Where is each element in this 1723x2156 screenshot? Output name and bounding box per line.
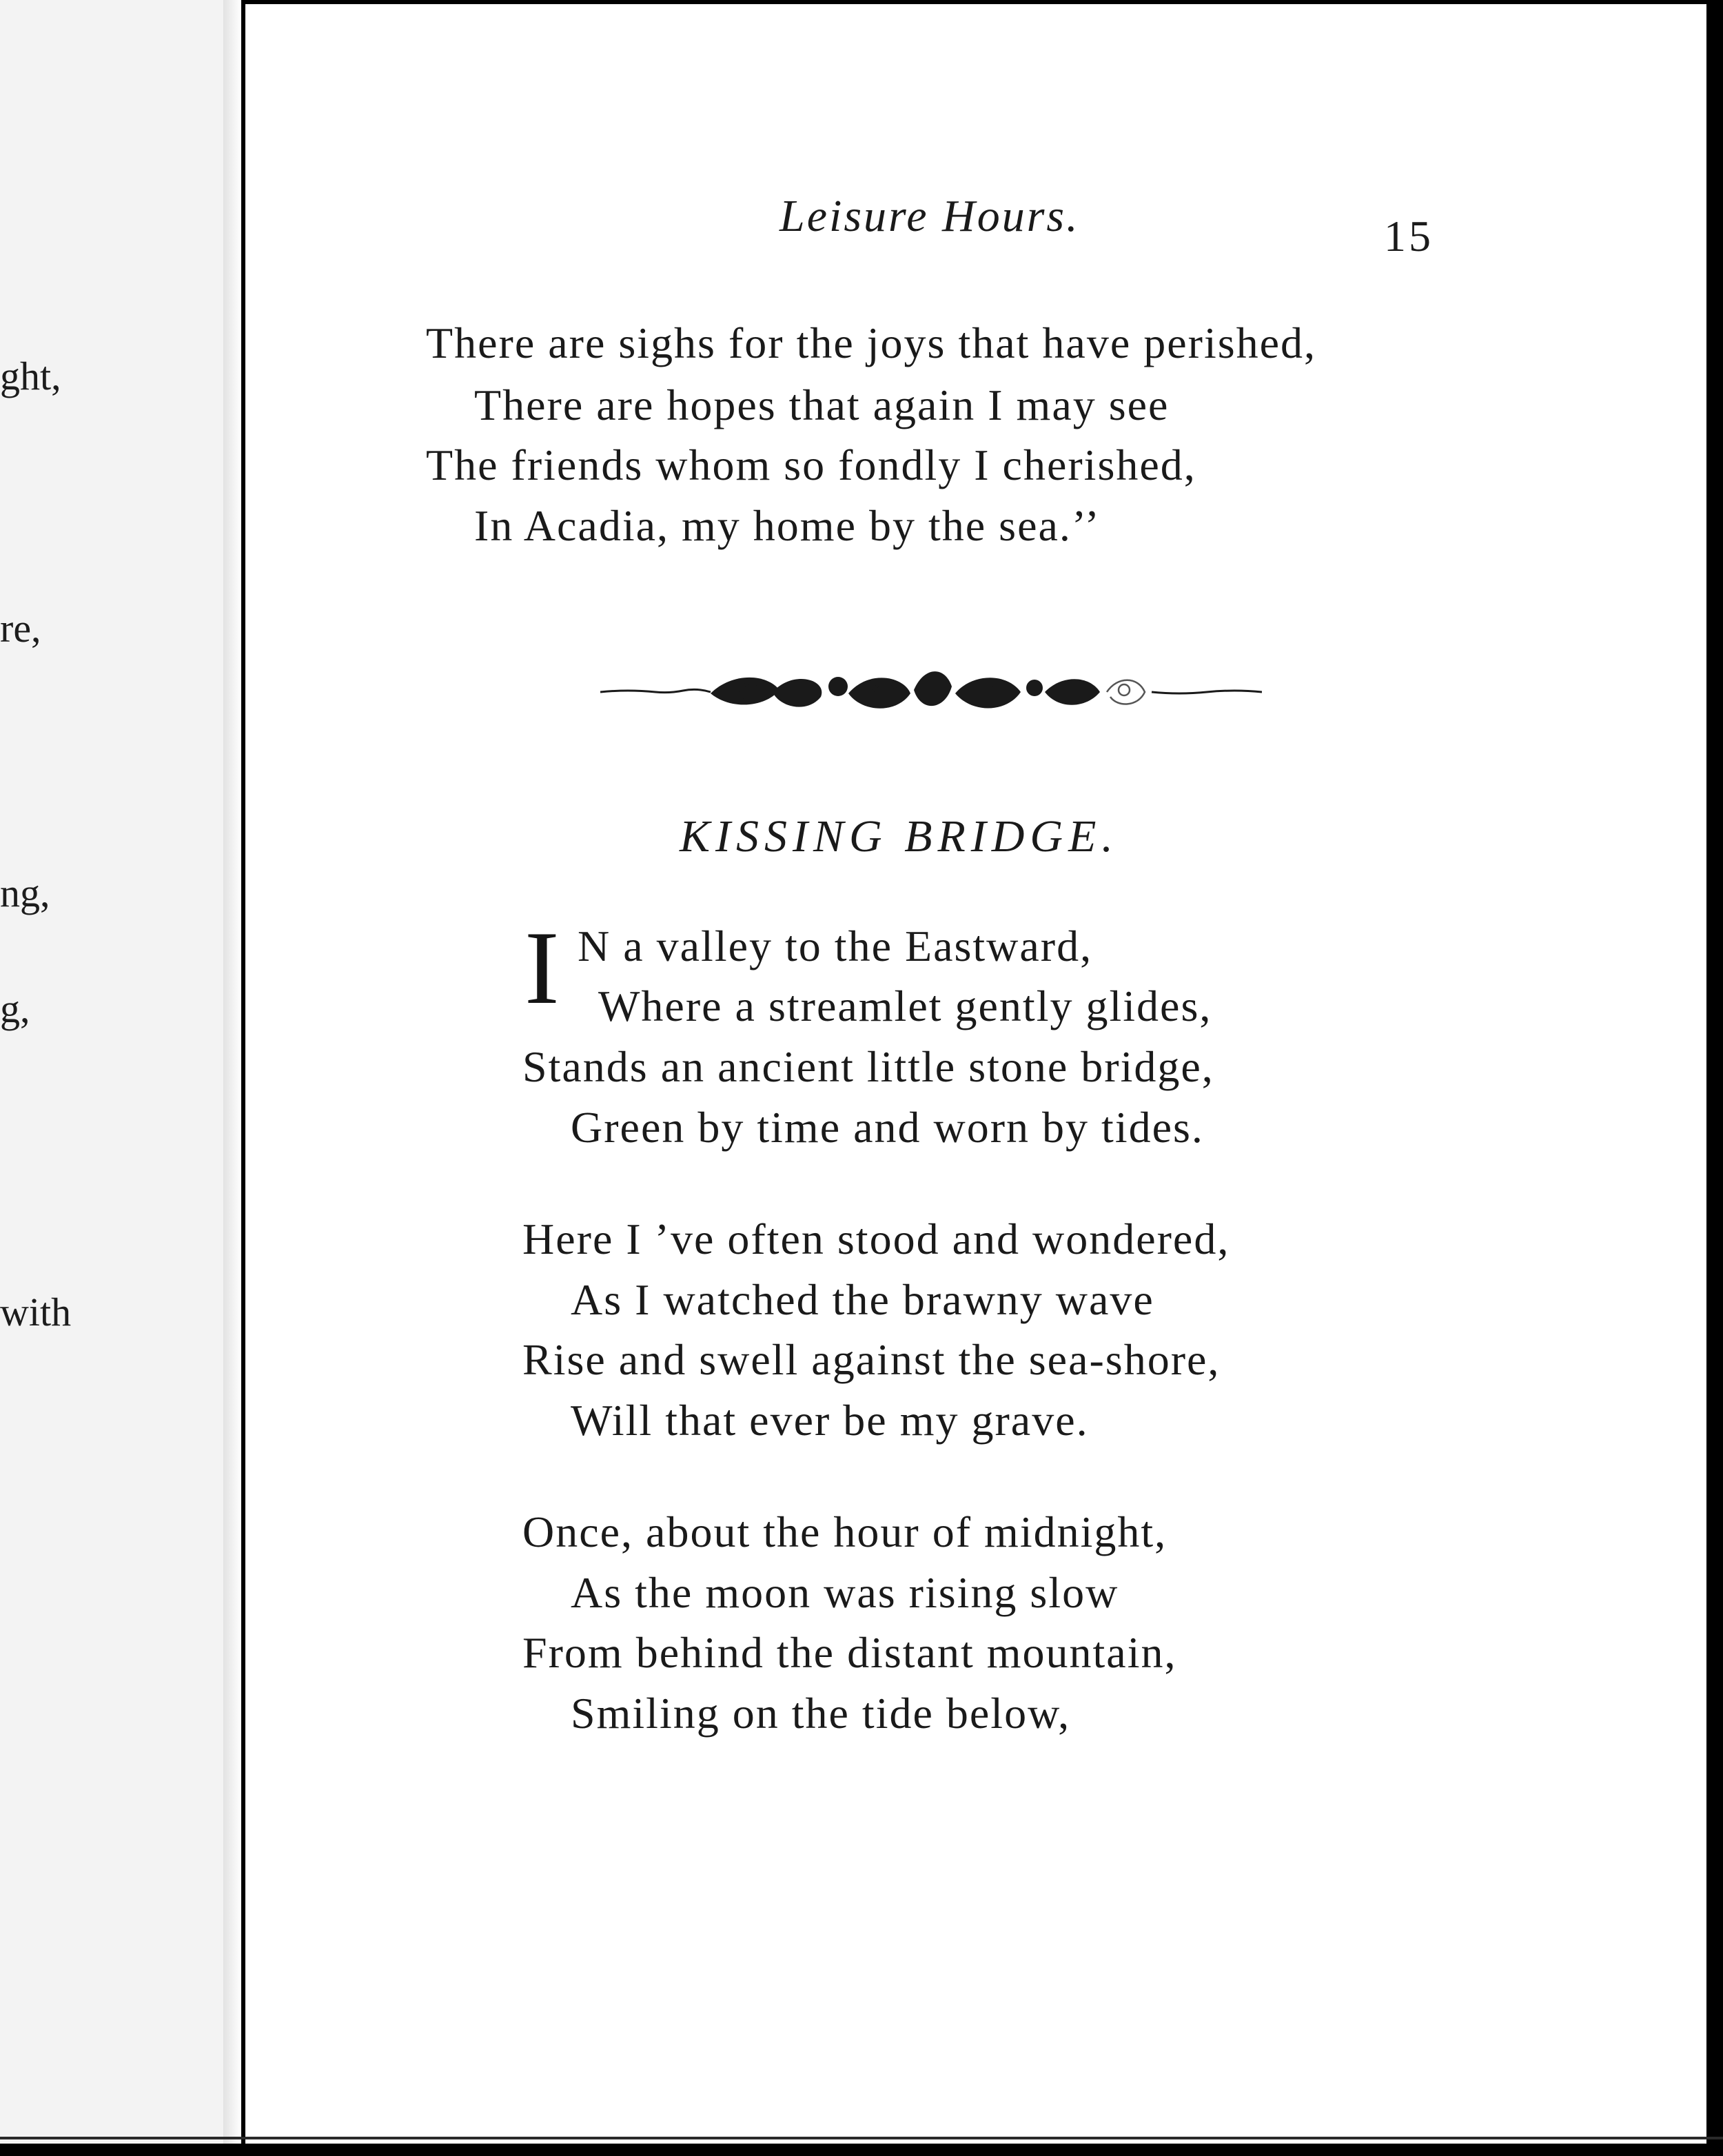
verse-line: Will that ever be my grave.	[571, 1396, 1089, 1445]
facing-line-fragment: ght,	[0, 354, 61, 398]
verse-line: N a valley to the Eastward,	[578, 922, 1093, 970]
verse-line: Once, about the hour of midnight,	[522, 1507, 1168, 1556]
page-gutter	[223, 0, 241, 2144]
verse-line: Smiling on the tide below,	[571, 1689, 1071, 1738]
verse-line: Rise and swell against the sea-shore,	[522, 1335, 1221, 1384]
verse-line: There are sighs for the joys that have perished,	[426, 318, 1317, 367]
facing-line-fragment: re,	[0, 606, 41, 651]
verse-line: There are hopes that again I may see	[474, 380, 1170, 429]
running-head: Leisure Hours.	[779, 191, 1080, 241]
verse-line: Where a streamlet gently glides,	[598, 982, 1212, 1030]
verse-line: In Acadia, my home by the sea.’’	[474, 501, 1101, 550]
verse-line: As I watched the brawny wave	[571, 1275, 1154, 1324]
floral-scroll-divider-icon	[600, 659, 1262, 721]
poem-title: KISSING BRIDGE.	[680, 811, 1119, 862]
verse-line: Stands an ancient little stone bridge,	[522, 1042, 1214, 1091]
verse-line: From behind the distant mountain,	[522, 1628, 1177, 1677]
book-page	[245, 4, 1706, 2144]
verse-line: As the moon was rising slow	[571, 1568, 1119, 1617]
verse-line: The friends whom so fondly I cherished,	[426, 440, 1196, 489]
verse-line: Here I ’ve often stood and wondered,	[522, 1214, 1230, 1263]
facing-page-fragment	[0, 0, 241, 2144]
facing-line-fragment: g,	[0, 986, 30, 1031]
scan-bottom-edge	[0, 2137, 1723, 2139]
drop-cap: I	[524, 910, 560, 1026]
verse-line: Green by time and worn by tides.	[571, 1103, 1204, 1152]
facing-line-fragment: with	[0, 1290, 72, 1334]
facing-line-fragment: ng,	[0, 871, 50, 915]
page-number: 15	[1384, 212, 1434, 261]
